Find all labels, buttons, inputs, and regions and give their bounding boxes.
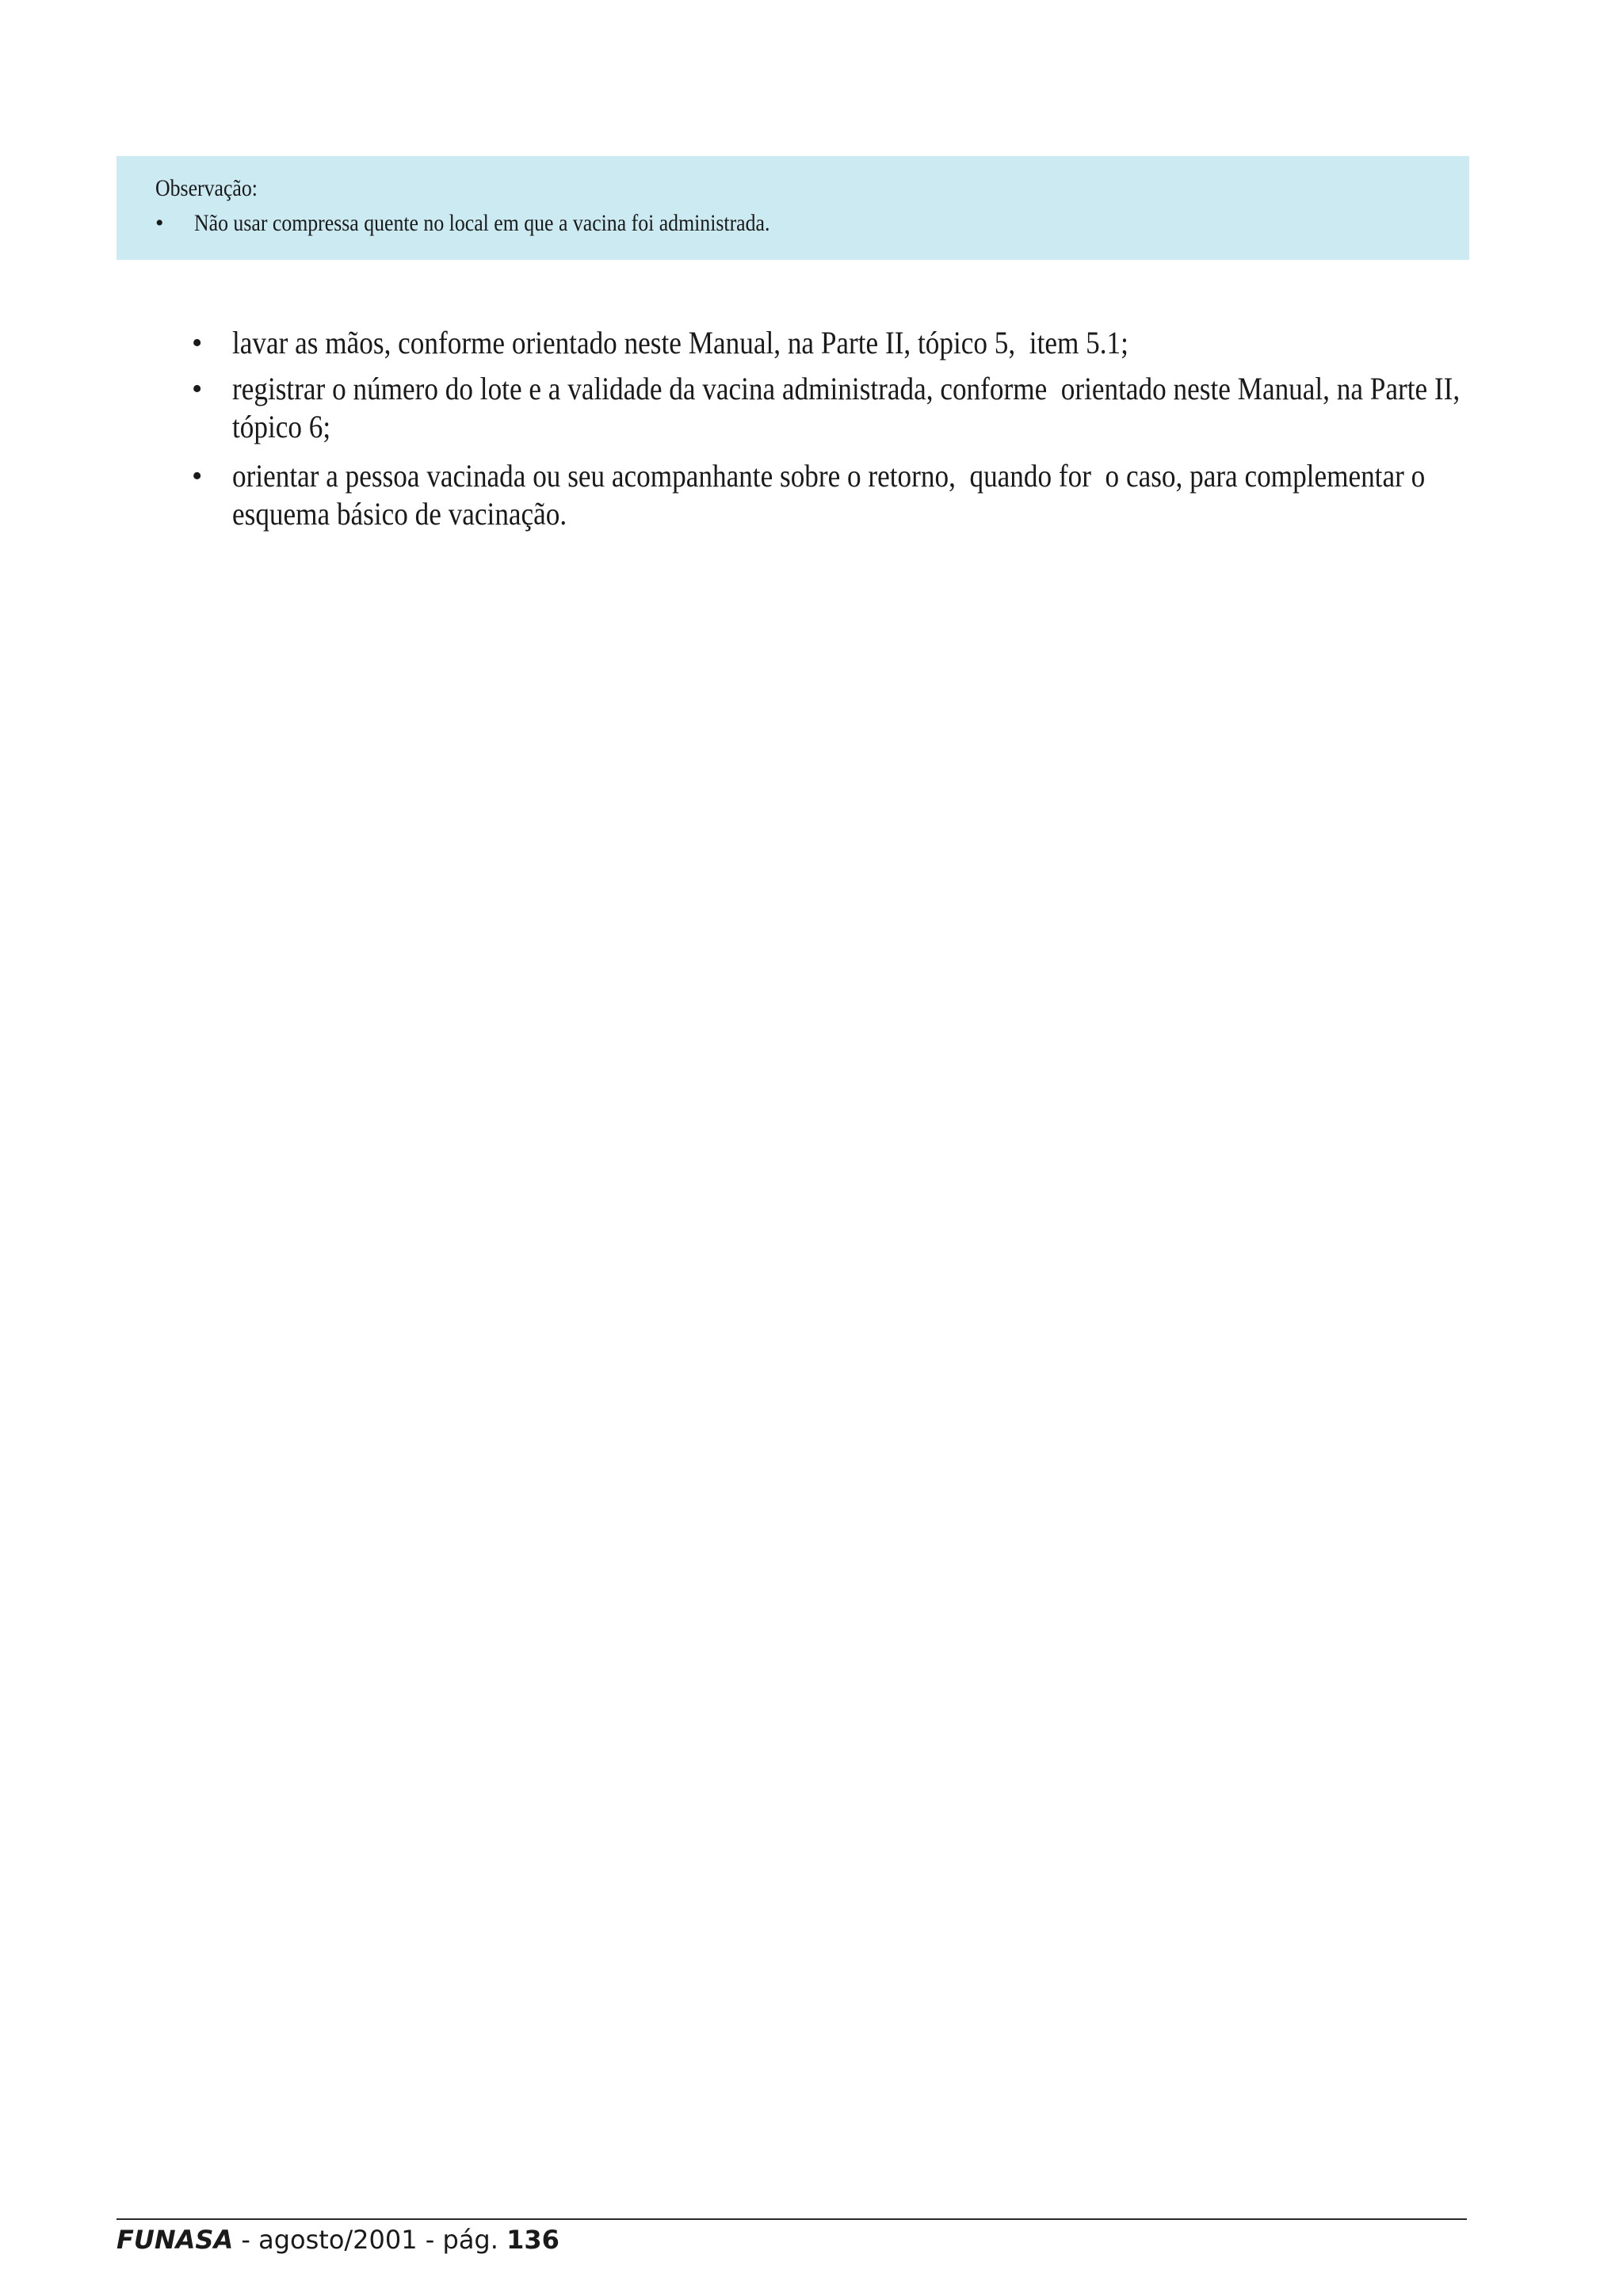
list-item-line: registrar o número do lote e a validade da vacina administrada, conforme orientado neste Manual, na Parte II, [232, 371, 1461, 406]
bullet-icon: • [192, 372, 203, 406]
bullet-icon: • [192, 326, 203, 360]
footer-date: agosto/2001 [258, 2225, 418, 2255]
footer-separator: - [417, 2225, 443, 2255]
footer-brand: FUNASA [116, 2225, 234, 2255]
footer-separator: - [233, 2225, 259, 2255]
footer-divider [116, 2218, 1467, 2220]
footer-page-prefix: pág. [442, 2225, 507, 2255]
footer-page-number: 136 [506, 2225, 559, 2255]
observation-item [155, 208, 1469, 238]
observation-item-text: Não usar compressa quente no local em que a vacina foi administrada. [194, 210, 770, 236]
observation-box [116, 156, 1469, 260]
bullet-icon: • [155, 210, 164, 236]
list-item-line: tópico 6; [232, 409, 331, 444]
list-item-line: orientar a pessoa vacinada ou seu acompanhante sobre o retorno, quando for o caso, para complementar o [232, 458, 1426, 494]
page-footer [116, 2223, 559, 2256]
observation-title: Observação: [155, 175, 258, 201]
bullet-icon: • [192, 460, 203, 493]
list-item-line: lavar as mãos, conforme orientado neste Manual, na Parte II, tópico 5, item 5.1; [232, 325, 1128, 360]
list-item-line: esquema básico de vacinação. [232, 496, 567, 532]
